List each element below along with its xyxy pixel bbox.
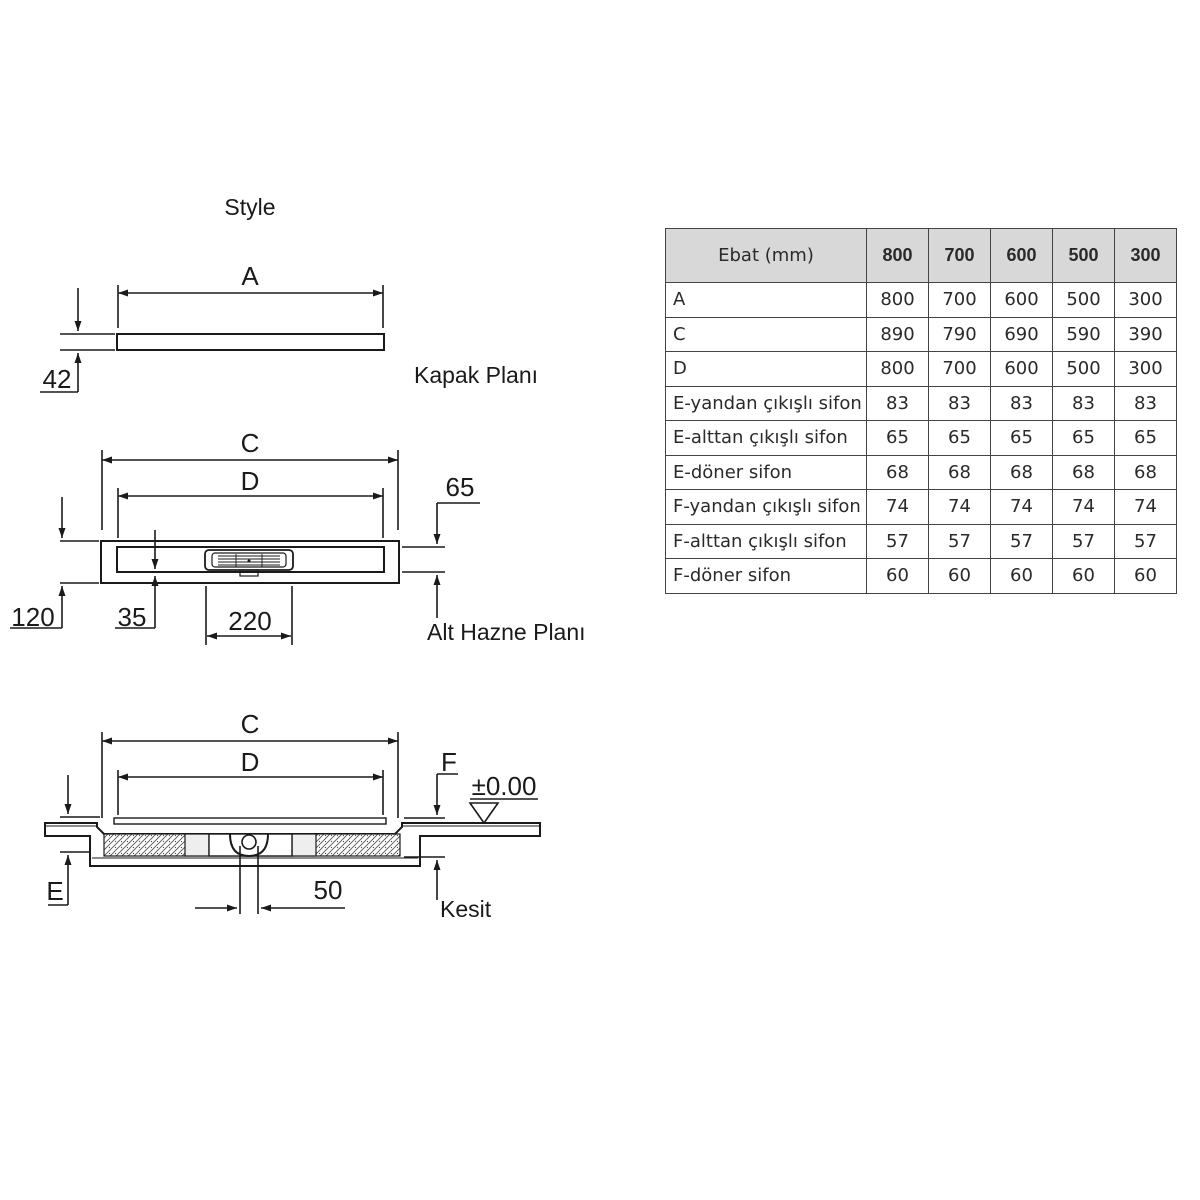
dimension-table <box>665 228 1177 594</box>
table-cell: 65 <box>929 421 991 456</box>
table-row <box>666 317 1177 352</box>
cover-plate <box>117 334 384 350</box>
row-label: C <box>666 317 867 352</box>
table-cell: 57 <box>867 524 929 559</box>
dim-e-label: E <box>46 876 64 906</box>
level-label: ±0.00 <box>471 771 537 801</box>
table-header-row <box>666 229 1177 283</box>
dim-50-label: 50 <box>313 875 343 905</box>
table-cell: 700 <box>929 352 991 387</box>
table-cell: 83 <box>929 386 991 421</box>
table-cell: 65 <box>991 421 1053 456</box>
table-cell: 590 <box>1053 317 1115 352</box>
cover-plan-view <box>40 285 384 392</box>
table-cell: 83 <box>867 386 929 421</box>
table-cell: 390 <box>1115 317 1177 352</box>
table-cell: 57 <box>991 524 1053 559</box>
dim-65-label: 65 <box>445 472 475 502</box>
dim-120-label: 120 <box>11 602 55 632</box>
table-cell: 57 <box>1053 524 1115 559</box>
row-label: E-alttan çıkışlı sifon <box>666 421 867 456</box>
table-cell: 890 <box>867 317 929 352</box>
table-row <box>666 455 1177 490</box>
header-size: 600 <box>991 229 1053 283</box>
section-view <box>45 732 540 914</box>
table-cell: 500 <box>1053 352 1115 387</box>
table-row <box>666 559 1177 594</box>
dim-a-label: A <box>241 261 259 291</box>
table-cell: 300 <box>1115 352 1177 387</box>
table-cell: 800 <box>867 283 929 318</box>
table-cell: 300 <box>1115 283 1177 318</box>
dim-f-label: F <box>441 747 457 777</box>
table-cell: 74 <box>867 490 929 525</box>
table-cell: 60 <box>929 559 991 594</box>
table-cell: 65 <box>1053 421 1115 456</box>
sec-dim-c-label: C <box>240 709 260 739</box>
row-label: F-yandan çıkışlı sifon <box>666 490 867 525</box>
row-label: F-döner sifon <box>666 559 867 594</box>
table-cell: 68 <box>929 455 991 490</box>
header-size: 800 <box>867 229 929 283</box>
dim-220-label: 220 <box>228 606 272 636</box>
table-cell: 600 <box>991 283 1053 318</box>
base-dim-c-label: C <box>240 428 260 458</box>
table-cell: 60 <box>991 559 1053 594</box>
dim-35-label: 35 <box>117 602 147 632</box>
header-size: 700 <box>929 229 991 283</box>
sec-dim-d-label: D <box>240 747 260 777</box>
header-size: 500 <box>1053 229 1115 283</box>
table-cell: 800 <box>867 352 929 387</box>
table-cell: 60 <box>867 559 929 594</box>
base-plan-name: Alt Hazne Planı <box>427 619 586 645</box>
table-cell: 60 <box>1115 559 1177 594</box>
table-cell: 83 <box>1053 386 1115 421</box>
table-cell: 57 <box>929 524 991 559</box>
row-label: F-alttan çıkışlı sifon <box>666 524 867 559</box>
table-cell: 690 <box>991 317 1053 352</box>
header-size: 300 <box>1115 229 1177 283</box>
table-cell: 74 <box>991 490 1053 525</box>
table-cell: 57 <box>1115 524 1177 559</box>
table-cell: 68 <box>1115 455 1177 490</box>
dim-42-label: 42 <box>42 364 72 394</box>
row-label: A <box>666 283 867 318</box>
level-symbol <box>470 803 498 823</box>
table-cell: 790 <box>929 317 991 352</box>
table-row <box>666 490 1177 525</box>
table-cell: 83 <box>1115 386 1177 421</box>
table-cell: 68 <box>867 455 929 490</box>
table-cell: 60 <box>1053 559 1115 594</box>
table-cell: 68 <box>1053 455 1115 490</box>
table-cell: 700 <box>929 283 991 318</box>
table-cell: 500 <box>1053 283 1115 318</box>
table-cell: 74 <box>1053 490 1115 525</box>
row-label: E-döner sifon <box>666 455 867 490</box>
table-cell: 74 <box>1115 490 1177 525</box>
base-dim-d-label: D <box>240 466 260 496</box>
table-cell: 74 <box>929 490 991 525</box>
table-row <box>666 524 1177 559</box>
table-body <box>666 283 1177 594</box>
row-label: D <box>666 352 867 387</box>
table-row <box>666 421 1177 456</box>
header-size-label: Ebat (mm) <box>666 229 867 283</box>
table-cell: 65 <box>1115 421 1177 456</box>
table-cell: 600 <box>991 352 1053 387</box>
table-cell: 65 <box>867 421 929 456</box>
table-cell: 83 <box>991 386 1053 421</box>
table-row <box>666 352 1177 387</box>
section-name: Kesit <box>440 896 492 922</box>
cover-plan-name: Kapak Planı <box>414 362 539 388</box>
drawing-title: Style <box>224 194 276 220</box>
table-cell: 68 <box>991 455 1053 490</box>
table-row <box>666 283 1177 318</box>
table-row <box>666 386 1177 421</box>
row-label: E-yandan çıkışlı sifon <box>666 386 867 421</box>
